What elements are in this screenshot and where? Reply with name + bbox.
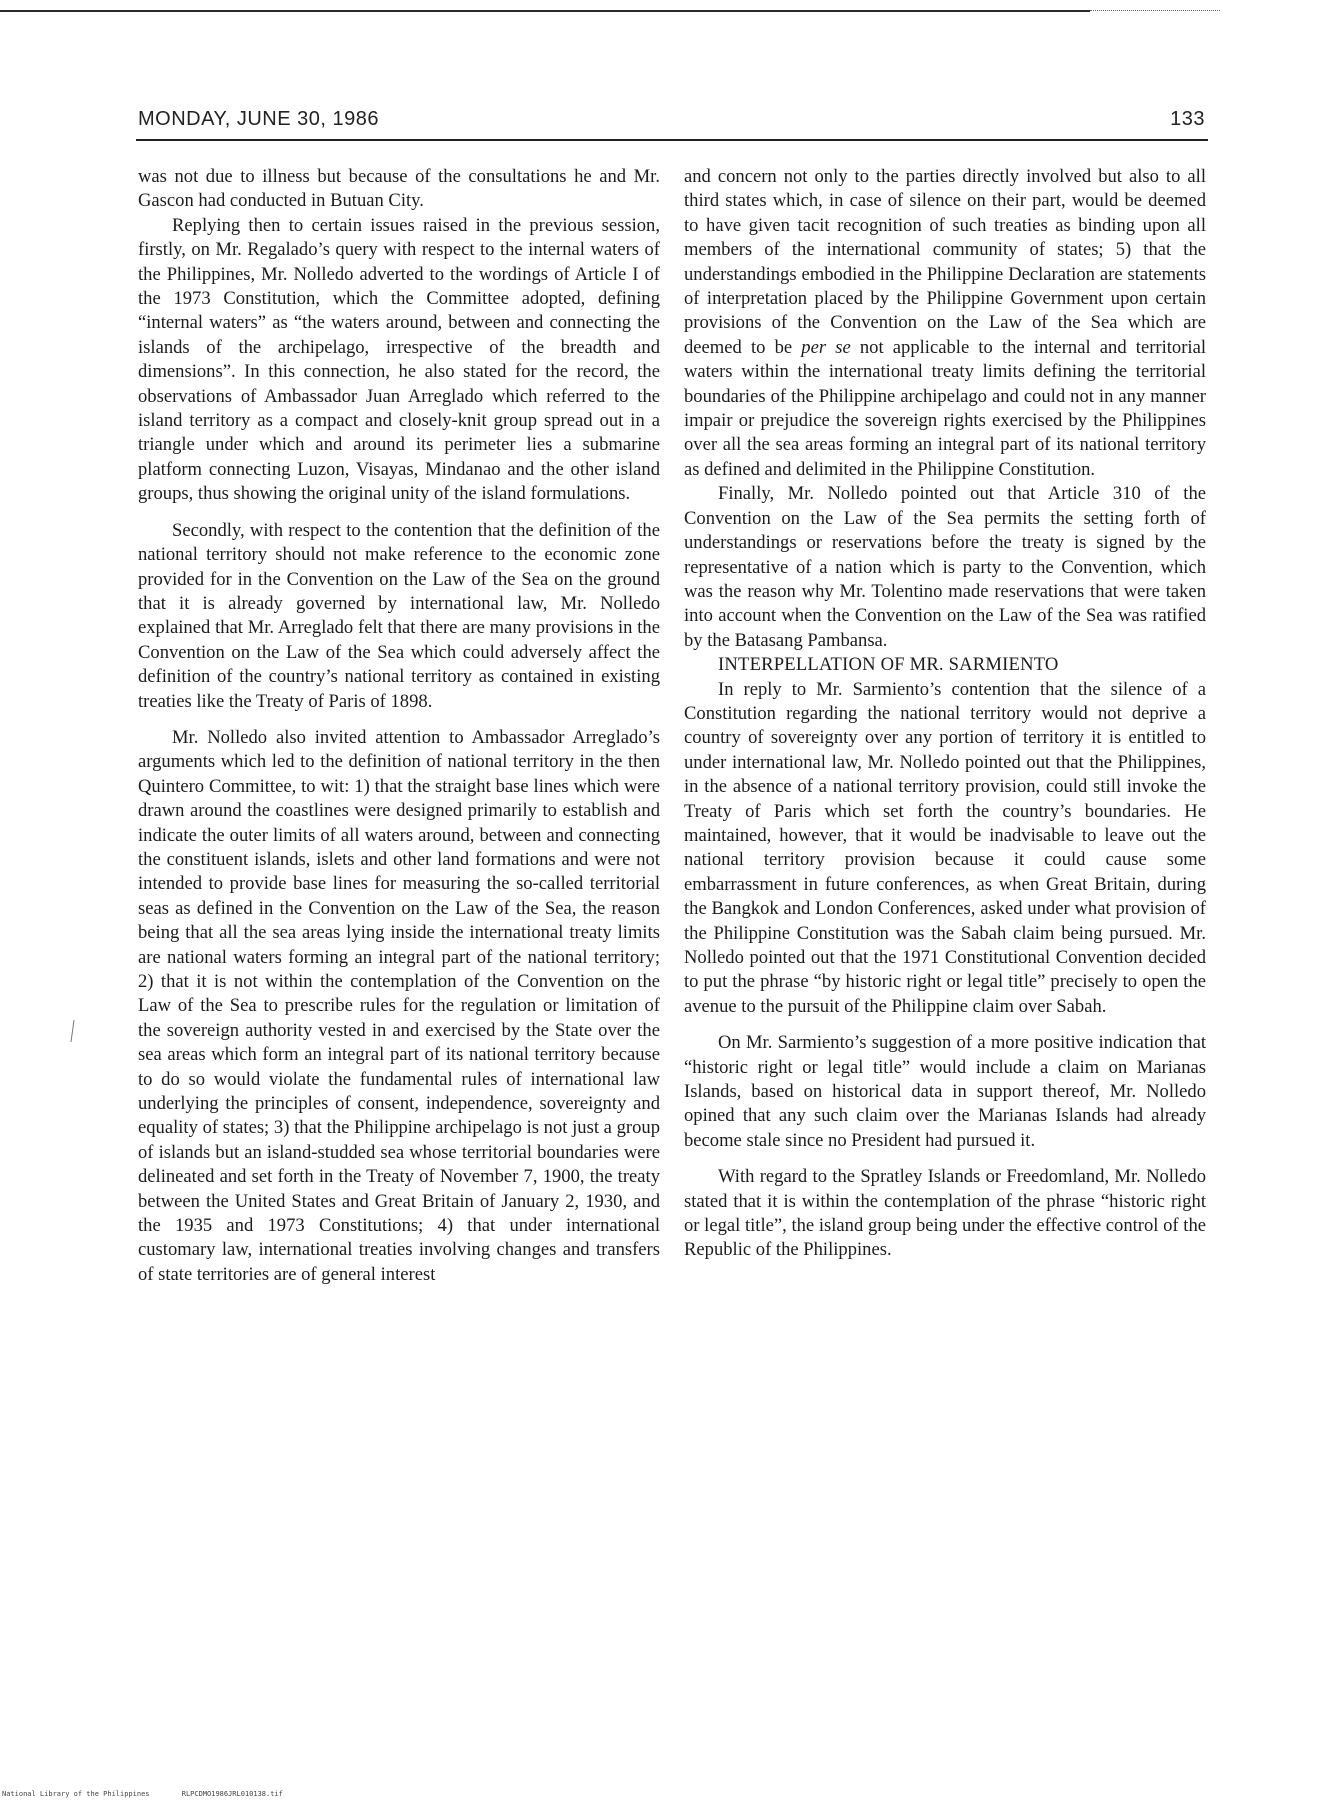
top-border-rule: [0, 10, 1090, 12]
right-column: [684, 165, 1206, 1263]
paragraph-text: not applicable to the internal and territorial waters within the international treaty limits defining the territorial boundaries of the Philippine archipelago and could not in any manner impair or prejudice the sovereign rights exercised by the Philippines over all the sea areas forming an integral part of its national territory as defined and delimited in the Philippine Constitution.: [684, 336, 1206, 480]
header-rule: [136, 139, 1208, 141]
left-column: [138, 165, 660, 1287]
footer-library: National Library of the Philippines: [2, 1790, 150, 1798]
italic-term: per se: [801, 336, 851, 358]
paragraph: Replying then to certain issues raised in the previous session, firstly, on Mr. Regalado’s query with respect to the internal waters of the Philippines, Mr. Nolledo adverted to the wordings of Article I of the 1973 Constitution, which the Committee adopted, defining “internal waters” as “the waters around, between and connecting the islands of the archipelago, irrespective of the breadth and dimensions”. In this connection, he also stated for the record, the observations of Ambassador Juan Arreglado which referred to the island territory as a compact and closely-knit group spread out in a triangle under which and around its perimeter lies a submarine platform connecting Luzon, Visayas, Mindanao and the other island groups, thus showing the original unity of the island formulations.: [138, 214, 660, 505]
paragraph: Finally, Mr. Nolledo pointed out that Article 310 of the Convention on the Law of the Sea permits the setting forth of understandings or reservations before the treaty is signed by the representative of a nation which is party to the Convention, which was the reason why Mr. Tolentino made reservations that were taken into account when the Convention on the Law of the Sea was ratified by the Batasang Pambansa.: [684, 483, 1206, 651]
paragraph: On Mr. Sarmiento’s suggestion of a more positive indication that “historic right or legal title” would include a claim on Marianas Islands, based on historical data in support thereof, Mr. Nolledo opined that any such claim over the Marianas Islands had already become stale since no President had pursued it.: [684, 1032, 1206, 1151]
header-date: MONDAY, JUNE 30, 1986: [138, 108, 379, 130]
paragraph: With regard to the Spratley Islands or Freedomland, Mr. Nolledo stated that it is within the contemplation of the phrase “historic right or legal title”, the island group being under the effective control of the Republic of the Philippines.: [684, 1166, 1206, 1261]
margin-mark: [70, 1020, 74, 1042]
paragraph-text: and concern not only to the parties directly involved but also to all third states which, in case of silence on their part, would be deemed to have given tacit recognition of such treaties as binding upon all members of the international community of states; 5) that the understandings embodied in the Philippine Declaration are statements of interpretation placed by the Philippine Government upon certain provisions of the Convention on the Law of the Sea which are deemed to be: [684, 166, 1206, 358]
top-border-dots: [1090, 10, 1220, 12]
paragraph: Secondly, with respect to the contention that the definition of the national territory should not make reference to the economic zone provided for in the Convention on the Law of the Sea on the ground that it is already governed by international law, Mr. Nolledo explained that Mr. Arreglado felt that there are many provisions in the Convention on the Law of the Sea which could adversely affect the definition of the country’s national territory as contained in existing treaties like the Treaty of Paris of 1898.: [138, 519, 660, 712]
paragraph: In reply to Mr. Sarmiento’s contention that the silence of a Constitution regarding the national territory would not deprive a country of sovereignty over any portion of territory it is entitled to under international law, Mr. Nolledo pointed out that the Philippines, in the absence of a national territory provision, could still invoke the Treaty of Paris which set forth the country’s boundaries. He maintained, however, that it would be inadvisable to leave out the national territory provision because it could cause some embarrassment in future conferences, as when Great Britain, during the Bangkok and London Conferences, asked under what provision of the Philippine Constitution was the Sabah claim being pursued. Mr. Nolledo pointed out that the 1971 Constitutional Convention decided to put the phrase “by historic right or legal title” precisely to open the avenue to the pursuit of the Philippine claim over Sabah.: [684, 678, 1206, 1017]
paragraph: was not due to illness but because of the consultations he and Mr. Gascon had conducted in Butuan City.: [138, 166, 660, 212]
section-heading: INTERPELLATION OF MR. SARMIENTO: [718, 654, 1059, 676]
page-header: [138, 108, 1205, 131]
scan-footer: [2, 1790, 283, 1798]
paragraph: [684, 165, 1206, 482]
paragraph: Mr. Nolledo also invited attention to Ambassador Arreglado’s arguments which led to the definition of national territory in the then Quintero Committee, to wit: 1) that the straight base lines which were drawn around the coastlines were designed primarily to establish and indicate the outer limits of all waters around, between and connecting the constituent islands, islets and other land formations and were not intended to provide base lines for measuring the so-called territorial seas as defined in the Convention on the Law of the Sea, the reason being that all the sea areas lying inside the international treaty limits are national waters forming an integral part of the national territory; 2) that it is not within the contemplation of the Convention on the Law of the Sea to prescribe rules for the regulation or limitation of the sovereign authority vested in and exercised by the State over the sea areas which form an integral part of its national territory because to do so would violate the fundamental rules of international law underlying the principles of consent, independence, sovereignty and equality of states; 3) that the Philippine archipelago is not just a group of islands but an island-studded sea whose territorial boundaries were delineated and set forth in the Treaty of November 7, 1900, the treaty between the United States and Great Britain of January 2, 1930, and the 1935 and 1973 Constitutions; 4) that under international customary law, international treaties involving changes and transfers of state territories are of general interest: [138, 726, 660, 1285]
page-number: 133: [1170, 108, 1205, 130]
footer-file-id: RLPCDMO1986JRL010138.tif: [181, 1790, 283, 1798]
